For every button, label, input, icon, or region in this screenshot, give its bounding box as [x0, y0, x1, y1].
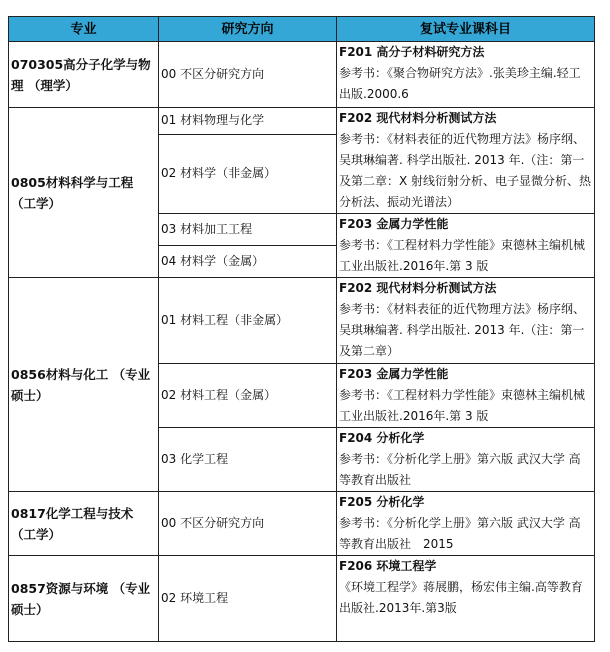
table-row — [9, 278, 595, 364]
course-cell — [337, 278, 595, 364]
header-direction: 研究方向 — [159, 17, 337, 42]
course-cell — [337, 556, 595, 642]
course-title: F203 金属力学性能 — [339, 367, 449, 381]
course-reference: 参考书：《工程材料力学性能》束德林主编机械工业出版社.2016年.第 3 版 — [339, 388, 586, 423]
header-major: 专业 — [9, 17, 159, 42]
course-cell — [337, 214, 595, 278]
direction-cell: 01 材料物理与化学 — [159, 108, 337, 135]
major-cell: 0805材料科学与工程 （工学） — [9, 108, 159, 278]
course-reference: 参考书：《聚合物研究方法》.张美珍主编.轻工出版.2000.6 — [339, 66, 581, 101]
course-cell — [337, 364, 595, 428]
course-title: F204 分析化学 — [339, 431, 425, 445]
table-row — [9, 492, 595, 556]
major-cell: 070305高分子化学与物理 （理学） — [9, 42, 159, 108]
course-title: F206 环境工程学 — [339, 559, 437, 573]
major-cell: 0856材料与化工 （专业硕士） — [9, 278, 159, 492]
course-table-wrapper — [8, 16, 595, 642]
direction-cell: 03 材料加工工程 — [159, 214, 337, 246]
direction-cell: 00 不区分研究方向 — [159, 492, 337, 556]
course-title: F205 分析化学 — [339, 495, 425, 509]
table-row — [9, 108, 595, 135]
course-title: F203 金属力学性能 — [339, 217, 449, 231]
course-reference: 《环境工程学》蒋展鹏，杨宏伟主编.高等教育出版社.2013年.第3版 — [339, 580, 583, 615]
course-cell — [337, 492, 595, 556]
course-reference: 参考书：《分析化学上册》第六版 武汉大学 高等教育出版社 — [339, 452, 581, 487]
direction-cell: 04 材料学（金属） — [159, 246, 337, 278]
major-cell: 0857资源与环境 （专业硕士） — [9, 556, 159, 642]
course-title: F202 现代材料分析测试方法 — [339, 281, 497, 295]
table-row — [9, 556, 595, 642]
major-cell: 0817化学工程与技术 （工学） — [9, 492, 159, 556]
course-reference: 参考书：《材料表征的近代物理方法》杨序纲、吴琪琳编著. 科学出版社. 2013 年.（注：第一及第二章） — [339, 302, 586, 358]
direction-cell: 02 环境工程 — [159, 556, 337, 642]
direction-cell: 03 化学工程 — [159, 428, 337, 492]
course-cell — [337, 108, 595, 214]
course-reference: 参考书：《工程材料力学性能》束德林主编机械工业出版社.2016年.第 3 版 — [339, 238, 586, 273]
direction-cell: 02 材料学（非金属） — [159, 134, 337, 214]
exam-course-table — [8, 16, 595, 642]
course-cell — [337, 428, 595, 492]
course-reference: 参考书：《材料表征的近代物理方法》杨序纲、吴琪琳编著. 科学出版社. 2013 年.（注：第一及第二章：X 射线衍射分析、电子显微分析、热分析法、振动光谱法） — [339, 132, 592, 209]
course-reference: 参考书：《分析化学上册》第六版 武汉大学 高等教育出版社 2015 — [339, 516, 581, 551]
table-row — [9, 42, 595, 108]
course-title: F202 现代材料分析测试方法 — [339, 111, 497, 125]
direction-cell: 02 材料工程（金属） — [159, 364, 337, 428]
direction-cell: 01 材料工程（非金属） — [159, 278, 337, 364]
header-course: 复试专业课科目 — [337, 17, 595, 42]
header-row — [9, 17, 595, 42]
course-cell — [337, 42, 595, 108]
course-title: F201 高分子材料研究方法 — [339, 45, 485, 59]
direction-cell: 00 不区分研究方向 — [159, 42, 337, 108]
